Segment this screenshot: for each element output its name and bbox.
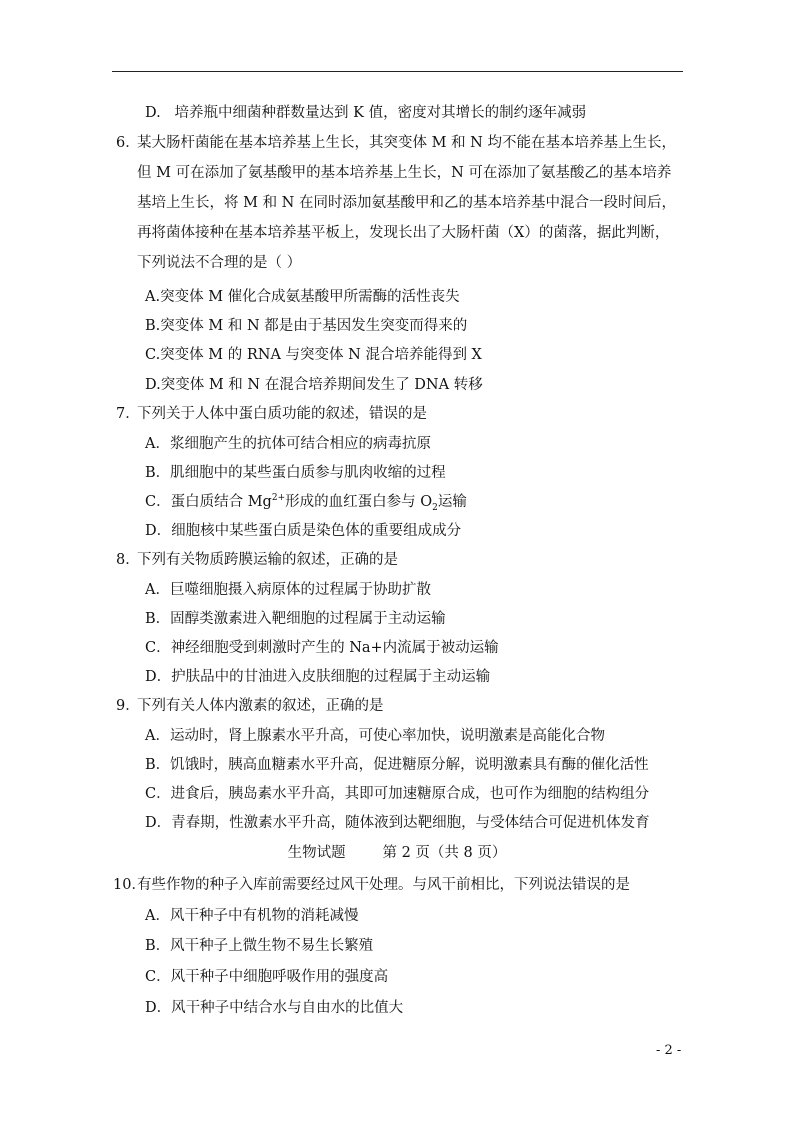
question-6-stem-line-4: 再将菌体接种在基本培养基平板上，发现长出了大肠杆菌（X）的菌落，据此判断， <box>137 225 670 241</box>
question-6-option-b: B.突变体 M 和 N 都是由于基因发生突变而得来的 <box>145 318 468 334</box>
question-6-stem-line-2: 但 M 可在添加了氨基酸甲的基本培养基上生长，N 可在添加了氨基酸乙的基本培养 <box>137 165 672 181</box>
question-10-option-c: C．风干种子中细胞呼吸作用的强度高 <box>145 969 389 985</box>
question-10-option-b: B．风干种子上微生物不易生长繁殖 <box>145 938 374 954</box>
question-9-stem: 下列有关人体内激素的叙述，正确的是 <box>137 698 384 714</box>
question-10-stem: 有些作物的种子入库前需要经过风干处理。与风干前相比，下列说法错误的是 <box>137 877 630 893</box>
question-10-number: 10． <box>113 877 146 893</box>
question-10-option-d: D．风干种子中结合水与自由水的比值大 <box>145 1000 404 1016</box>
question-7-number: 7． <box>116 406 140 422</box>
page-footer: 生物试题 第 2 页（共 8 页） <box>287 845 507 861</box>
question-8-number: 8． <box>116 552 140 568</box>
question-8-option-c: C．神经细胞受到刺激时产生的 Na+内流属于被动运输 <box>145 640 499 656</box>
question-10-option-a: A．风干种子中有机物的消耗减慢 <box>145 908 359 924</box>
question-6-option-c: C.突变体 M 的 RNA 与突变体 N 混合培养能得到 X <box>145 347 482 363</box>
question-8-option-a: A．巨噬细胞摄入病原体的过程属于协助扩散 <box>145 582 431 598</box>
question-7-option-c: C．蛋白质结合 $Mg^{2+}$形成的血红蛋白参与 $O_2$运输 <box>145 493 467 513</box>
question-7-option-a: A．浆细胞产生的抗体可结合相应的病毒抗原 <box>145 436 431 452</box>
question-6-number: 6． <box>116 135 140 151</box>
question-7-stem: 下列关于人体中蛋白质功能的叙述，错误的是 <box>137 406 427 422</box>
question-9-option-a: A．运动时，肾上腺素水平升高，可使心率加快，说明激素是高能化合物 <box>145 728 605 744</box>
question-8-stem: 下列有关物质跨膜运输的叙述，正确的是 <box>137 552 398 568</box>
question-9-option-c: C．进食后，胰岛素水平升高，其即可加速糖原合成，也可作为细胞的结构组分 <box>145 786 650 802</box>
question-9-option-b: B．饥饿时，胰高血糖素水平升高，促进糖原分解，说明激素具有酶的催化活性 <box>145 757 649 773</box>
question-6-option-a: A.突变体 M 催化合成氨基酸甲所需酶的活性丧失 <box>145 289 460 305</box>
question-6-stem-line-3: 基培上生长，将 M 和 N 在同时添加氨基酸甲和乙的基本培养基中混合一段时间后， <box>137 195 676 211</box>
question-8-option-d: D．护肤品中的甘油进入皮肤细胞的过程属于主动运输 <box>145 669 491 685</box>
question-6-stem-line-1: 某大肠杆菌能在基本培养基上生长，其突变体 M 和 N 均不能在基本培养基上生长， <box>137 135 676 151</box>
page-number: - 2 - <box>656 1043 682 1058</box>
question-7-option-b: B．肌细胞中的某些蛋白质参与肌肉收缩的过程 <box>145 465 446 481</box>
question-6-stem-line-5: 下列说法不合理的是（ ） <box>137 255 302 271</box>
continued-option-d: D. 培养瓶中细菌种群数量达到 K 值，密度对其增长的制约逐年减弱 <box>145 105 587 121</box>
question-7-option-d: D．细胞核中某些蛋白质是染色体的重要组成成分 <box>145 523 462 539</box>
question-9-option-d: D．青春期，性激素水平升高，随体液到达靶细胞，与受体结合可促进机体发育 <box>145 815 650 831</box>
question-9-number: 9． <box>116 698 140 714</box>
question-6-option-d: D.突变体 M 和 N 在混合培养期间发生了 DNA 转移 <box>145 377 483 393</box>
question-8-option-b: B．固醇类激素进入靶细胞的过程属于主动运输 <box>145 611 446 627</box>
header-rule <box>112 71 683 72</box>
